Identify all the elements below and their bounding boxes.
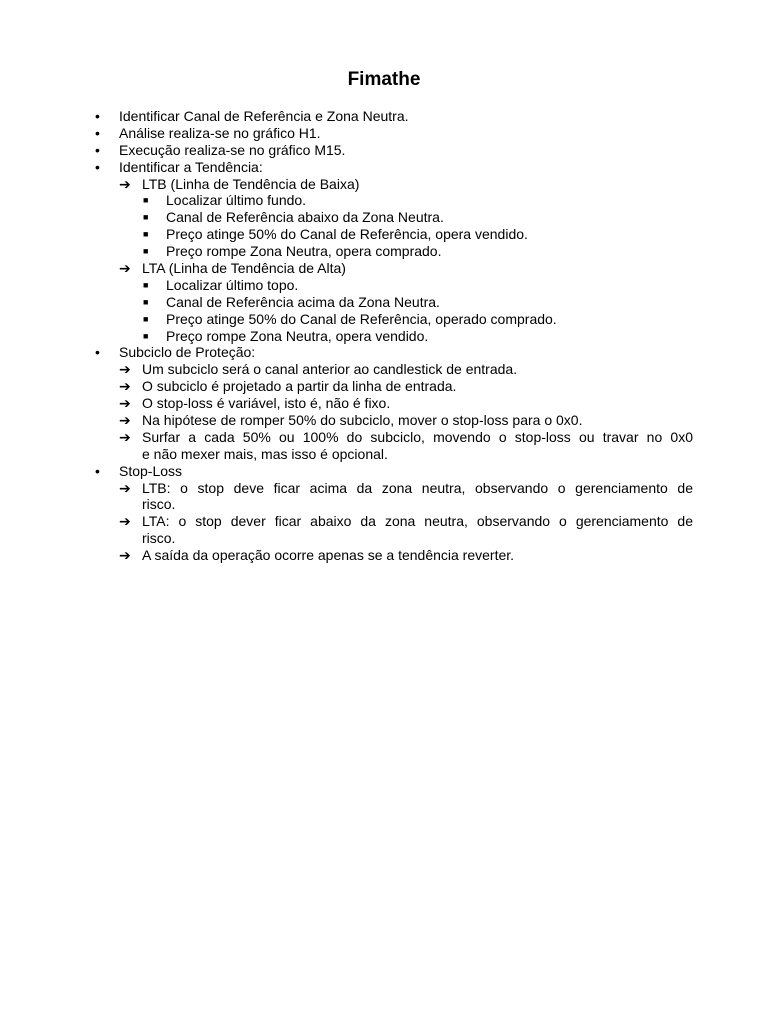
list-item (0, 176, 768, 193)
arrow-right-icon: ➔ (119, 395, 131, 412)
list-item-text: Na hipótese de romper 50% do subciclo, mover o stop-loss para o 0x0. (142, 412, 583, 429)
list-item-text: Canal de Referência abaixo da Zona Neutra. (166, 209, 444, 226)
list-item-text: Preço atinge 50% do Canal de Referência, operado comprado. (166, 310, 557, 327)
list-item (0, 260, 768, 277)
bullet-icon: • (95, 124, 100, 141)
list-item-text: LTA: o stop dever ficar abaixo da zona neutra, observando o gerenciamento de (142, 513, 693, 530)
list-item-text: Um subciclo será o canal anterior ao candlestick de entrada. (142, 361, 518, 378)
arrow-right-icon: ➔ (119, 175, 131, 192)
square-bullet-icon: ■ (143, 246, 149, 257)
list-item-text: Localizar último topo. (166, 276, 299, 293)
bullet-icon: • (95, 141, 100, 158)
list-item (0, 328, 768, 345)
list-item (0, 378, 768, 395)
square-bullet-icon: ■ (143, 279, 149, 290)
list-item (0, 530, 768, 547)
list-item (0, 209, 768, 226)
square-bullet-icon: ■ (143, 195, 149, 206)
list-item (0, 446, 768, 463)
arrow-right-icon: ➔ (119, 260, 131, 277)
arrow-right-icon: ➔ (119, 412, 131, 429)
list-item (0, 496, 768, 513)
bullet-icon: • (95, 108, 100, 124)
list-item-text: Execução realiza-se no gráfico M15. (119, 141, 346, 158)
square-bullet-icon: ■ (143, 313, 149, 324)
bullet-icon: • (95, 344, 100, 361)
list-item (0, 547, 768, 564)
list-item-text: Preço rompe Zona Neutra, opera vendido. (166, 327, 429, 344)
list-item (0, 429, 768, 446)
list-item-text: e não mexer mais, mas isso é opcional. (142, 445, 388, 462)
list-item (0, 159, 768, 176)
list-item-text: Identificar Canal de Referência e Zona Neutra. (119, 108, 409, 124)
list-item (0, 395, 768, 412)
bullet-icon: • (95, 158, 100, 175)
list-item (0, 226, 768, 243)
list-item (0, 463, 768, 480)
list-item (0, 277, 768, 294)
list-item (0, 311, 768, 328)
document-body (0, 108, 768, 564)
list-item-text: Localizar último fundo. (166, 192, 307, 209)
arrow-right-icon: ➔ (119, 361, 131, 378)
list-item (0, 243, 768, 260)
list-item (0, 192, 768, 209)
bullet-icon: • (95, 462, 100, 479)
list-item-text: risco. (142, 496, 176, 513)
list-item-text: LTB (Linha de Tendência de Baixa) (142, 175, 360, 192)
list-item-text: Subciclo de Proteção: (119, 344, 256, 361)
arrow-right-icon: ➔ (119, 513, 131, 530)
list-item-text: Stop-Loss (119, 462, 183, 479)
list-item (0, 125, 768, 142)
list-item (0, 361, 768, 378)
list-item-text: risco. (142, 530, 176, 547)
list-item-text: LTA (Linha de Tendência de Alta) (142, 260, 346, 277)
document-title: Fimathe (347, 69, 421, 90)
list-item-text: O subciclo é projetado a partir da linha de entrada. (142, 378, 457, 395)
list-item (0, 142, 768, 159)
list-item (0, 294, 768, 311)
list-item (0, 513, 768, 530)
list-item-text: Análise realiza-se no gráfico H1. (119, 124, 321, 141)
arrow-right-icon: ➔ (119, 428, 131, 445)
arrow-right-icon: ➔ (119, 547, 131, 564)
square-bullet-icon: ■ (143, 212, 149, 223)
list-item (0, 412, 768, 429)
list-item-text: O stop-loss é variável, isto é, não é fixo. (142, 395, 391, 412)
list-item-text: Preço rompe Zona Neutra, opera comprado. (166, 243, 442, 260)
list-item-text: Canal de Referência acima da Zona Neutra. (166, 293, 440, 310)
list-item-text: LTB: o stop deve ficar acima da zona neutra, observando o gerenciamento de (142, 479, 693, 496)
list-item (0, 480, 768, 497)
list-item (0, 108, 768, 125)
list-item-text: A saída da operação ocorre apenas se a tendência reverter. (142, 547, 515, 564)
list-item-text: Preço atinge 50% do Canal de Referência, opera vendido. (166, 226, 528, 243)
list-item-text: Surfar a cada 50% ou 100% do subciclo, movendo o stop-loss ou travar no 0x0 (142, 428, 693, 445)
arrow-right-icon: ➔ (119, 479, 131, 496)
arrow-right-icon: ➔ (119, 378, 131, 395)
square-bullet-icon: ■ (143, 330, 149, 341)
square-bullet-icon: ■ (143, 296, 149, 307)
list-item (0, 344, 768, 361)
square-bullet-icon: ■ (143, 229, 149, 240)
list-item-text: Identificar a Tendência: (119, 158, 263, 175)
